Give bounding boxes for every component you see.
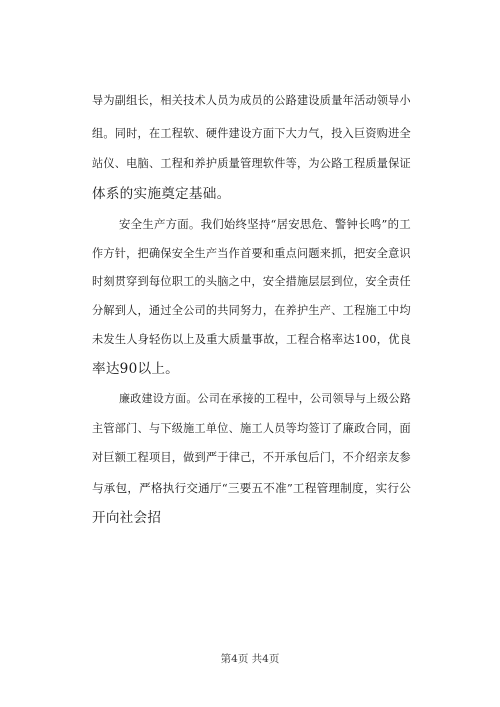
body-text-line: 主管部门、与下级施工单位、施工人员等均签订了廉政合同，面 [92,422,411,435]
body-text-line: 开向社会招 [92,510,162,526]
page-number-footer: 第4页 共4页 [220,653,280,665]
body-text-line: 分解到人，通过全公司的共同努力，在养护生产、工程施工中均 [92,304,411,317]
body-text-line: 安全生产方面。我们始终坚持“居安思危、警钟长鸣”的工 [119,217,411,231]
body-text-line: 对巨额工程项目，做到严于律己，不开承包后门，不介绍亲友参 [92,451,411,464]
body-text-line: 导为副组长，相关技术人员为成员的公路建设质量年活动领导小 [92,94,411,107]
body-text-line: 廉政建设方面。公司在承接的工程中，公司领导与上级公路 [119,392,412,405]
body-text-line: 体系的实施奠定基础。 [92,186,231,202]
body-text-line: 站仪、电脑、工程和养护质量管理软件等，为公路工程质量保证 [92,157,411,170]
body-text-line: 作方针，把确保安全生产当作首要和重点问题来抓，把安全意识 [92,247,411,260]
body-text-line: 未发生人身轻伤以上及重大质量事故，工程合格率达100，优良 [92,333,412,346]
body-text-line: 时刻贯穿到每位职工的头脑之中，安全措施层层到位，安全责任 [92,275,411,288]
body-text-line: 率达90以上。 [92,361,180,377]
body-text-line: 与承包，严格执行交通厅“三要五不准”工程管理制度，实行公 [92,481,412,495]
body-text-line: 组。同时，在工程软、硬件建设方面下大力气，投入巨资购进全 [92,127,411,140]
